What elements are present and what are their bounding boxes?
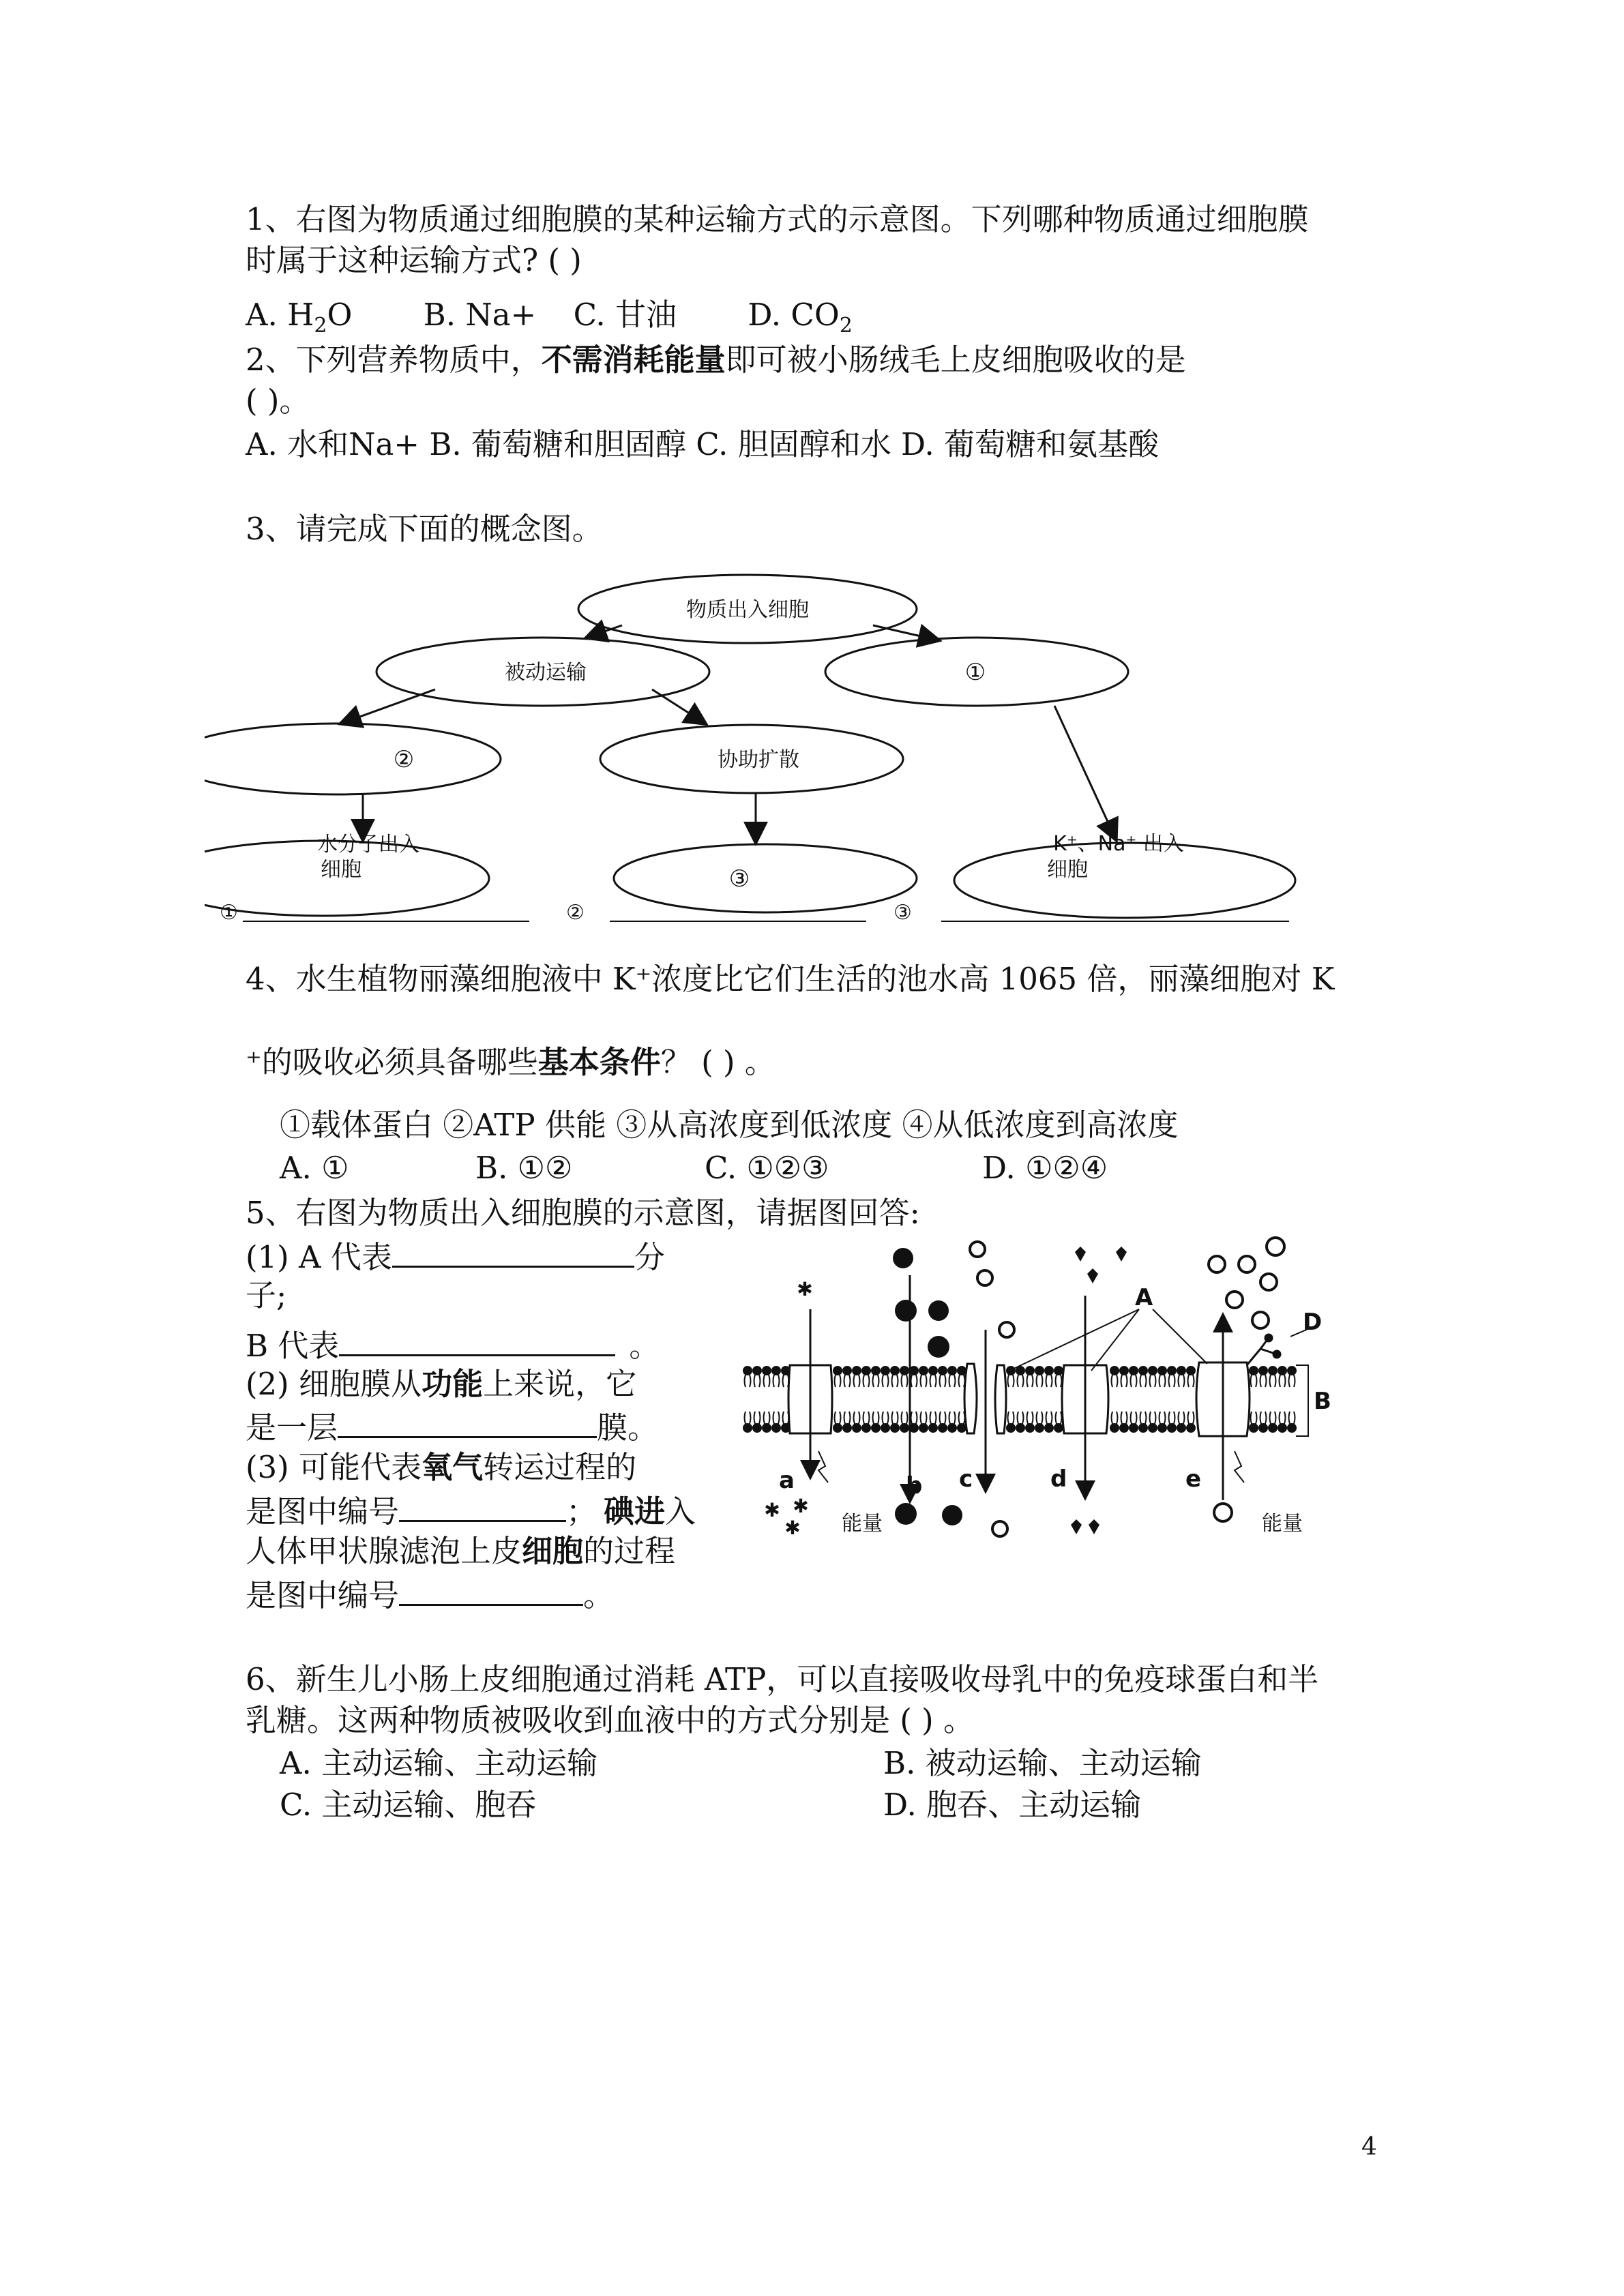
energy-label-e: 能量 (1262, 1512, 1303, 1536)
q5-sub3-line2: 是图中编号 ； 碘进入 (246, 1489, 696, 1532)
protein-c-left (964, 1364, 977, 1433)
q1-option-c: C. 甘油 (573, 297, 677, 333)
q5-sub2-line1: (2) 细胞膜从功能上来说，它 (246, 1366, 637, 1402)
q4-conditions: ①载体蛋白 ②ATP 供能 ③从高浓度到低浓度 ④从低浓度到高浓度 (280, 1107, 1179, 1143)
q5-sub2-line2: 是一层 膜。 (246, 1405, 658, 1448)
q6-stem-line2: 乳糖。这两种物质被吸收到血液中的方式分别是 ( ) 。 (246, 1702, 975, 1738)
svg-text:✱: ✱ (797, 1278, 813, 1300)
node-2 (205, 724, 501, 794)
node-passive-label: 被动运输 (505, 661, 587, 685)
q2-options: A. 水和Na+ B. 葡萄糖和胆固醇 C. 胆固醇和水 D. 葡萄糖和氨基酸 (246, 426, 1160, 462)
q5-sub3-line4: 是图中编号 。 (246, 1572, 614, 1616)
q6-option-d: D. 胞吞、主动运输 (883, 1787, 1142, 1823)
node-water-label-2: 细胞 (321, 858, 361, 882)
node-3-label: ③ (728, 865, 750, 893)
label-A: A (1135, 1284, 1153, 1311)
q1-option-b: B. Na+ (423, 297, 537, 333)
svg-text:✱: ✱ (793, 1495, 809, 1517)
q5-sub3-line3: 人体甲状腺滤泡上皮细胞的过程 (246, 1533, 676, 1569)
node-3 (614, 844, 917, 912)
svg-text:✱: ✱ (784, 1517, 801, 1539)
page-number: 4 (1361, 2133, 1377, 2161)
q6-option-c: C. 主动运输、胞吞 (280, 1787, 537, 1823)
blank-3-label: ③ (894, 901, 912, 925)
node-facilitated-label: 协助扩散 (718, 748, 799, 772)
q1-option-d: D. $CO_2$ (748, 297, 853, 338)
node-ion-label-2: 细胞 (1047, 858, 1088, 882)
node-water-label-1: 水分子出入 (317, 833, 419, 856)
label-B: B (1314, 1388, 1331, 1415)
q4-option-a: A. ① (280, 1150, 349, 1186)
q6-option-a: A. 主动运输、主动运输 (280, 1745, 598, 1781)
blank-1-label: ① (220, 901, 238, 925)
q4-option-d: D. ①②④ (982, 1150, 1108, 1186)
label-d: d (1050, 1465, 1067, 1493)
q1-option-a: A. $H_2O$ (246, 297, 353, 338)
energy-label-a: 能量 (842, 1512, 883, 1536)
q6-stem-line1: 6、新生儿小肠上皮细胞通过消耗 ATP，可以直接吸收母乳中的免疫球蛋白和半 (246, 1661, 1319, 1697)
label-c: c (959, 1465, 973, 1493)
q2-stem-line2: ( )。 (246, 383, 310, 419)
q5-sub1-line2: 子; (246, 1277, 287, 1313)
q2-stem-line1: 2、下列营养物质中，不需消耗能量即可被小肠绒毛上皮细胞吸收的是 (246, 342, 1186, 378)
q6-option-b: B. 被动运输、主动运输 (883, 1745, 1202, 1781)
q1-stem-line2: 时属于这种运输方式? ( ) (246, 242, 582, 278)
node-top-label: 物质出入细胞 (686, 598, 809, 622)
q1-stem-line1: 1、右图为物质通过细胞膜的某种运输方式的示意图。下列哪种物质通过细胞膜 (246, 201, 1309, 237)
label-b: b (906, 1472, 923, 1500)
q1-options (246, 295, 853, 346)
svg-text:✱: ✱ (764, 1499, 780, 1521)
node-ion-label-1: K⁺、Na⁺ 出入 (1053, 832, 1184, 856)
protein-c-right (995, 1365, 1006, 1433)
q5-sub3-line1: (3) 可能代表氧气转运过程的 (246, 1449, 637, 1485)
q4-stem-line2: ⁺的吸收必须具备哪些基本条件？ ( ) 。 (246, 1044, 776, 1080)
label-e: e (1185, 1465, 1202, 1493)
q3-stem: 3、请完成下面的概念图。 (246, 511, 603, 547)
q4-option-c: C. ①②③ (705, 1150, 829, 1186)
q5-sub1-line3: B 代表 。 (246, 1323, 660, 1367)
node-2-label: ② (393, 746, 415, 773)
blank-2-label: ② (566, 901, 585, 925)
q4-option-b: B. ①② (475, 1150, 573, 1186)
membrane-transport-diagram (730, 1234, 1344, 1555)
q4-stem-line1: 4、水生植物丽藻细胞液中 K⁺浓度比它们生活的池水高 1065 倍，丽藻细胞对 K (246, 961, 1335, 997)
node-1-label: ① (964, 659, 986, 686)
q5-sub1-line1: (1) A 代表 分 (246, 1234, 665, 1278)
label-D: D (1303, 1309, 1323, 1336)
q5-stem: 5、右图为物质出入细胞膜的示意图，请据图回答: (246, 1195, 920, 1231)
label-a: a (779, 1467, 795, 1494)
concept-map-diagram (205, 569, 1310, 931)
